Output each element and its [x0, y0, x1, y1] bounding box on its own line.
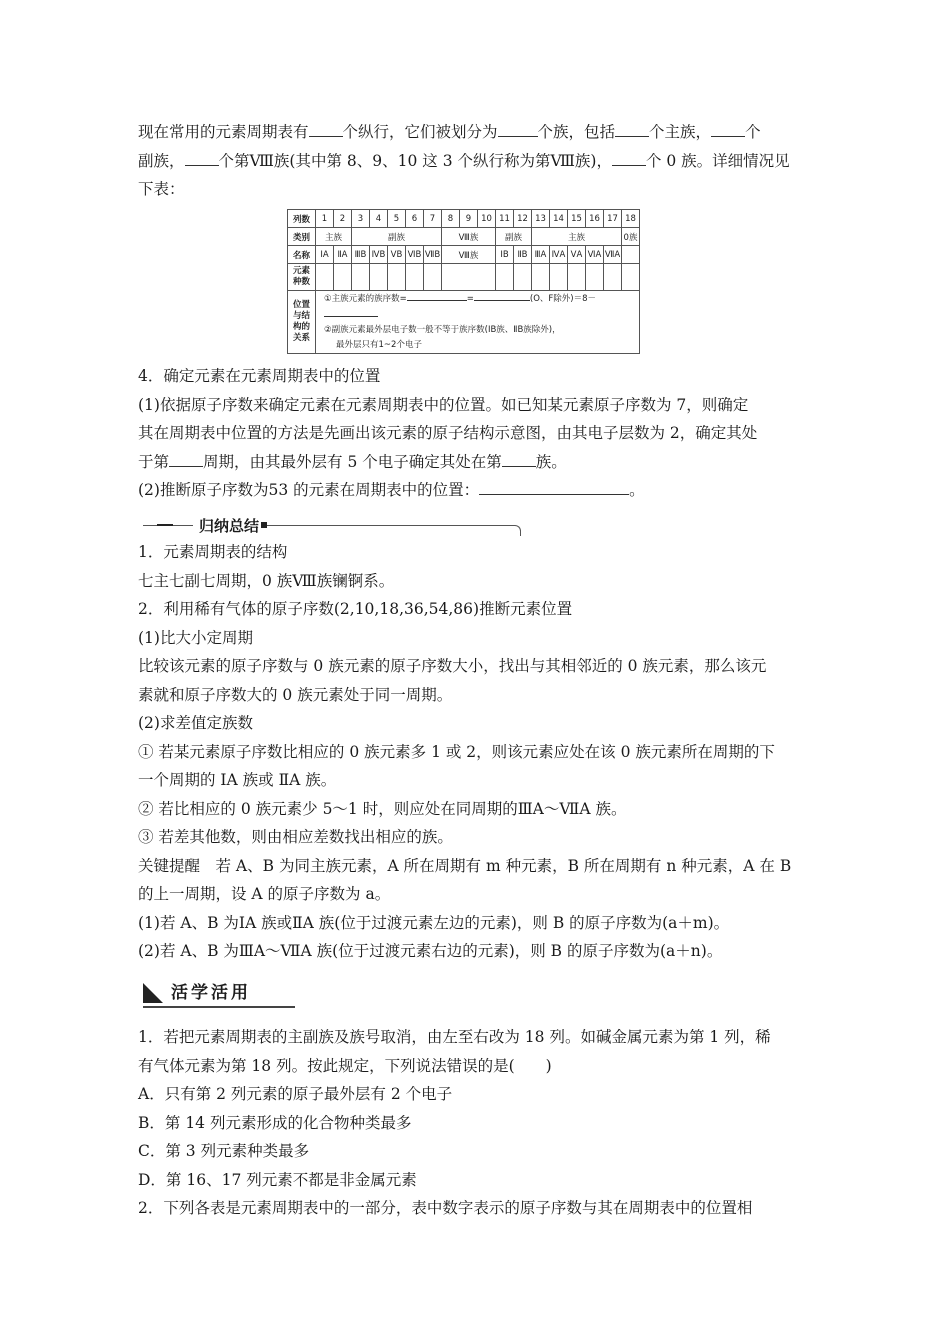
blank[interactable]	[612, 151, 646, 166]
section-4-q2-text: (2)推断原子序数为53 的元素在周期表中的位置：	[138, 481, 480, 499]
blank[interactable]	[407, 291, 467, 301]
type-viii: Ⅷ族	[442, 228, 496, 246]
row-label-count-2: 种数	[292, 277, 310, 287]
intro-text-5: 个	[745, 123, 761, 141]
practice-banner-title: 活学活用	[171, 983, 251, 1003]
intro-text-9: 下表：	[138, 180, 185, 198]
group-name: ⅤA	[568, 246, 586, 264]
table-row	[288, 228, 640, 246]
row-label-columns: 列数	[288, 210, 316, 228]
summary-line: (1)比大小定周期	[138, 628, 253, 647]
summary-line: 2．利用稀有气体的原子序数(2,10,18,36,54,86)推断元素位置	[138, 600, 573, 618]
column-number: 7	[424, 210, 442, 228]
summary-line: 素就和原子序数大的 0 族元素处于同一周期。	[138, 685, 453, 704]
blank[interactable]	[502, 452, 536, 467]
relation-line-1	[324, 291, 639, 323]
column-number: 18	[622, 210, 640, 228]
count-cell[interactable]	[604, 264, 622, 291]
banner-square-icon	[261, 522, 267, 528]
count-cell[interactable]	[532, 264, 550, 291]
blank[interactable]	[479, 480, 629, 495]
section-4	[138, 362, 818, 505]
table-row	[288, 246, 640, 264]
blank[interactable]	[711, 122, 745, 137]
section-4-q2-text: 。	[629, 481, 645, 499]
column-number: 5	[388, 210, 406, 228]
group-name: ⅡA	[334, 246, 352, 264]
intro-text-3: 个族，包括	[537, 123, 616, 141]
periodic-structure-table	[287, 209, 640, 354]
section-4-q1-text: 族。	[535, 452, 567, 471]
banner-triangle-icon	[143, 983, 163, 1003]
column-number: 11	[496, 210, 514, 228]
summary-banner	[143, 515, 521, 537]
summary-line: 比较该元素的原子序数与 0 族元素的原子序数大小，找出与其相邻近的 0 族元素，那么该元	[138, 657, 767, 675]
group-name: ⅦB	[424, 246, 442, 264]
table-row	[288, 291, 640, 354]
column-number: 3	[352, 210, 370, 228]
group-name: Ⅷ族	[442, 246, 496, 264]
summary-line: 一个周期的 ⅠA 族或 ⅡA 族。	[138, 771, 337, 789]
relation-text: ①主族元素的族序数=	[324, 294, 407, 304]
option-d[interactable]: D．第 16、17 列元素不都是非金属元素	[138, 1170, 417, 1189]
column-number: 6	[406, 210, 424, 228]
intro-paragraph	[138, 118, 818, 204]
column-number: 17	[604, 210, 622, 228]
group-name: ⅡB	[514, 246, 532, 264]
intro-text-7: 个第Ⅷ族(其中第 8、9、10 这 3 个纵行称为第Ⅷ族)，	[218, 151, 612, 170]
column-number: 12	[514, 210, 532, 228]
summary-line: 1．元素周期表的结构	[138, 543, 288, 561]
group-name: ⅥB	[406, 246, 424, 264]
question-1-line-1: 1．若把元素周期表的主副族及族号取消，由左至右改为 18 列。如碱金属元素为第 1 列，稀	[138, 1028, 771, 1046]
summary-line: (2)求差值定族数	[138, 714, 253, 732]
type-zero: 0族	[622, 228, 640, 246]
count-cell[interactable]	[442, 264, 496, 291]
row-label-type: 类别	[288, 228, 316, 246]
relation-label-part: 关系	[292, 333, 310, 343]
group-name: ⅢA	[532, 246, 550, 264]
practice-banner	[143, 980, 295, 1008]
summary-line: ② 若比相应的 0 族元素少 5～1 时，则应处在同周期的ⅢA～ⅦA 族。	[138, 799, 627, 818]
summary-content	[138, 538, 818, 966]
question-1-line-2: 有气体元素为第 18 列。按此规定，下列说法错误的是( )	[138, 1056, 552, 1075]
intro-text-4: 个主族，	[649, 123, 712, 141]
count-cell[interactable]	[352, 264, 370, 291]
option-b[interactable]: B．第 14 列元素形成的化合物种类最多	[138, 1113, 412, 1132]
blank[interactable]	[324, 307, 378, 317]
relation-line-2: ②副族元素最外层电子数一般不等于族序数(ⅠB族、ⅡB族除外)，	[324, 325, 561, 335]
blank[interactable]	[615, 122, 649, 137]
question-2-line-1: 2．下列各表是元素周期表中的一部分，表中数字表示的原子序数与其在周期表中的位置相	[138, 1199, 753, 1217]
blank[interactable]	[474, 291, 530, 301]
option-a[interactable]: A．只有第 2 列元素的原子最外层有 2 个电子	[138, 1085, 453, 1103]
column-number: 4	[370, 210, 388, 228]
group-name: ⅦA	[604, 246, 622, 264]
column-number: 1	[316, 210, 334, 228]
column-number: 2	[334, 210, 352, 228]
type-sub-left: 副族	[352, 228, 442, 246]
blank[interactable]	[169, 452, 203, 467]
banner-cap	[514, 525, 521, 536]
intro-text-1: 现在常用的元素周期表有	[138, 123, 309, 141]
banner-dash-icon	[157, 524, 173, 526]
relation-cell	[316, 291, 640, 354]
row-label-count	[288, 264, 316, 291]
summary-line: (2)若 A、B 为ⅢA～ⅦA 族(位于过渡元素右边的元素)，则 B 的原子序数为(a＋n)。	[138, 942, 723, 960]
summary-line: 关键提醒 若 A、B 为同主族元素，A 所在周期有 m 种元素，B 所在周期有 n 种元素，A 在 B	[138, 856, 792, 875]
group-name: ⅥA	[586, 246, 604, 264]
group-name: ⅣA	[550, 246, 568, 264]
summary-banner-title: 归纳总结	[193, 515, 265, 537]
type-main-right: 主族	[532, 228, 622, 246]
section-4-q1-line-2: 其在周期表中位置的方法是先画出该元素的原子结构示意图，由其电子层数为 2，确定其处	[138, 424, 758, 442]
row-label-name: 名称	[288, 246, 316, 264]
group-name: ⅠA	[316, 246, 334, 264]
group-name	[622, 246, 640, 264]
option-c[interactable]: C．第 3 列元素种类最多	[138, 1142, 310, 1160]
count-cell[interactable]	[622, 264, 640, 291]
table-row	[288, 210, 640, 228]
relation-text: (O、F除外)＝8－	[529, 294, 596, 304]
section-4-q1-text: 周期，由其最外层有 5 个电子确定其处在第	[203, 452, 502, 471]
intro-text-8: 个 0 族。详细情况见	[645, 151, 790, 170]
column-number: 16	[586, 210, 604, 228]
row-label-count-1: 元素	[292, 266, 310, 276]
count-cell[interactable]	[568, 264, 586, 291]
summary-line: (1)若 A、B 为ⅠA 族或ⅡA 族(位于过渡元素左边的元素)，则 B 的原子序数为(a＋m)。	[138, 913, 730, 932]
row-label-relation	[288, 291, 316, 354]
group-name: ⅤB	[388, 246, 406, 264]
column-number: 13	[532, 210, 550, 228]
blank[interactable]	[185, 151, 219, 166]
table-row	[288, 264, 640, 291]
blank[interactable]	[309, 122, 343, 137]
group-name: ⅠB	[496, 246, 514, 264]
summary-line: 七主七副七周期，0 族Ⅷ族镧锕系。	[138, 571, 395, 590]
type-sub-right: 副族	[496, 228, 532, 246]
relation-label-part: 构的	[292, 322, 310, 332]
intro-text-6: 副族，	[138, 151, 185, 170]
column-number: 9	[460, 210, 478, 228]
summary-line: ③ 若差其他数，则由相应差数找出相应的族。	[138, 828, 453, 846]
count-cell[interactable]	[586, 264, 604, 291]
count-cell[interactable]	[496, 264, 514, 291]
count-cell[interactable]	[334, 264, 352, 291]
banner-underline	[143, 1006, 295, 1008]
blank[interactable]	[498, 122, 538, 137]
count-cell[interactable]	[424, 264, 442, 291]
type-main-left: 主族	[316, 228, 352, 246]
count-cell[interactable]	[388, 264, 406, 291]
relation-text: =	[466, 294, 474, 304]
count-cell[interactable]	[550, 264, 568, 291]
intro-text-2: 个纵行，它们被划分为	[342, 123, 498, 141]
column-number: 14	[550, 210, 568, 228]
section-4-q1-line-1: (1)依据原子序数来确定元素在元素周期表中的位置。如已知某元素原子序数为 7，则确定	[138, 395, 749, 414]
section-4-title: 4．确定元素在元素周期表中的位置	[138, 367, 381, 385]
group-name: ⅣB	[370, 246, 388, 264]
count-cell[interactable]	[370, 264, 388, 291]
section-4-q1-text: 于第	[138, 452, 170, 471]
relation-label-part: 与结	[292, 311, 310, 321]
column-number: 15	[568, 210, 586, 228]
summary-line: ① 若某元素原子序数比相应的 0 族元素多 1 或 2，则该元素应处在该 0 族元素所在周期的下	[138, 742, 775, 761]
count-cell[interactable]	[316, 264, 334, 291]
column-number: 8	[442, 210, 460, 228]
summary-line: 的上一周期，设 A 的原子序数为 a。	[138, 885, 391, 903]
relation-label-part: 位置	[292, 300, 310, 310]
column-number: 10	[478, 210, 496, 228]
relation-line-3: 最外层只有1~2个电子	[336, 340, 422, 350]
group-name: ⅢB	[352, 246, 370, 264]
count-cell[interactable]	[406, 264, 424, 291]
count-cell[interactable]	[514, 264, 532, 291]
practice-content	[138, 1023, 818, 1223]
